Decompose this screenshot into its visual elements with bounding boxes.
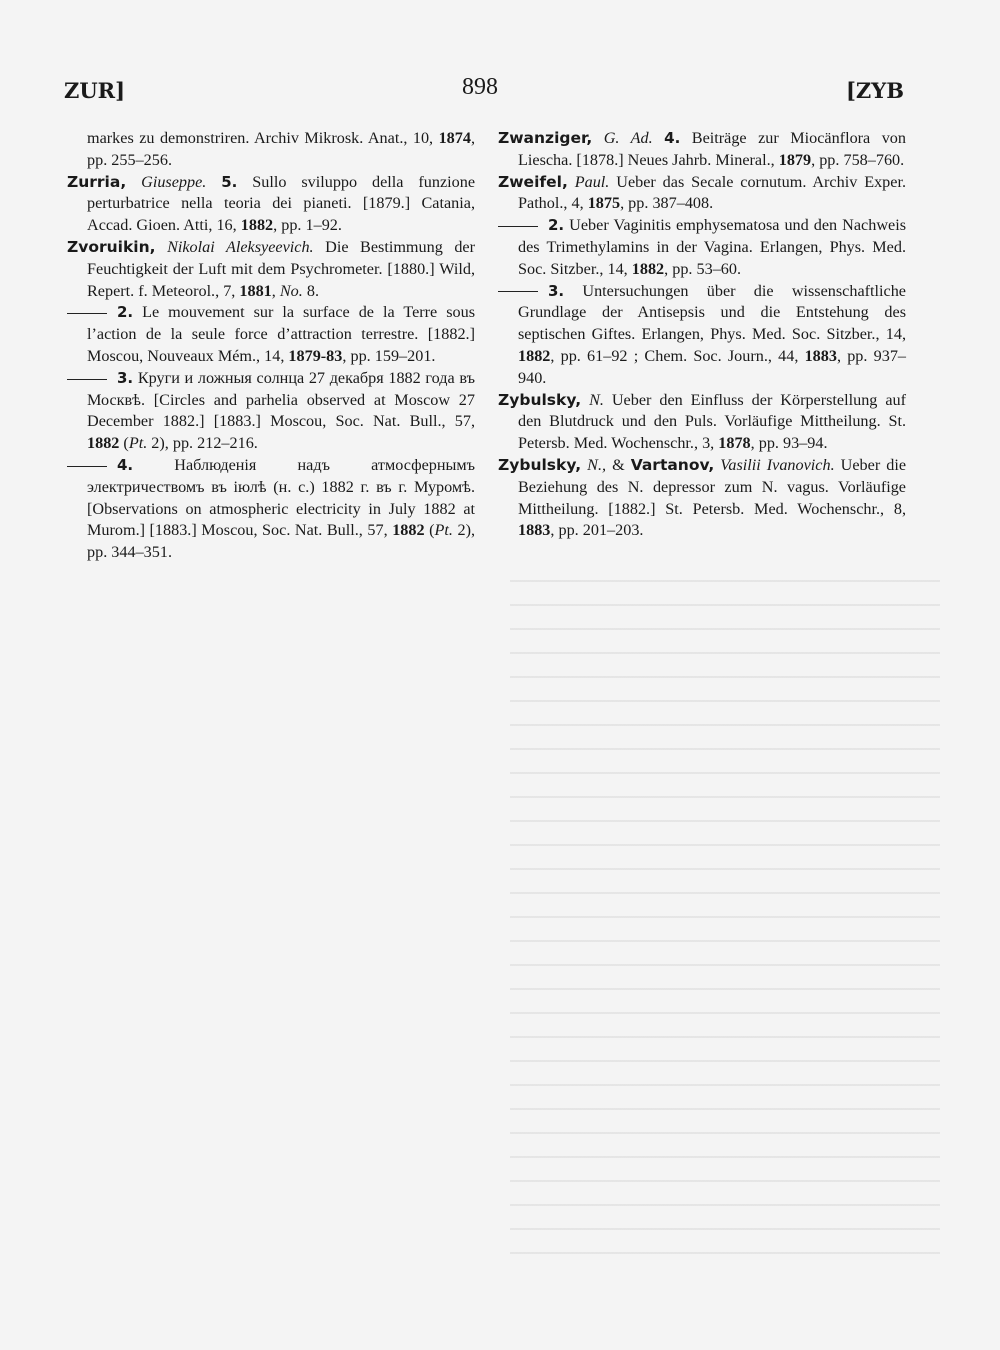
bibliography-entry: [498, 215, 906, 280]
entry-text: Die Bestimmung der Feuchtigkeit der Luft mit dem Psychrometer. [1880.] Wild, Repert. f. Meteorol., 7,: [87, 237, 476, 300]
entry-text: Ueber das Secale cornutum. Archiv Exper. Pathol., 4,: [518, 172, 906, 213]
ditto-dash: [67, 466, 107, 467]
entry-year: 1882: [631, 259, 665, 278]
author-given-name: Nikolai Aleksyeevich.: [167, 237, 314, 256]
entry-part-label: Pt.: [434, 521, 453, 540]
entry-text: Untersuchungen über die wissenschaftliche Grundlage der Antisepsis und die Entstehung des septischen Giftes. Erlangen, Phys. Med. Soc. Sitzber., 14,: [518, 281, 906, 344]
entry-part-label: Pt.: [128, 434, 148, 453]
entry-text: Ueber die Beziehung des N. depressor zum N. vagus. Vorläufige Mittheilung. [1882.] St. Petersb. Med. Wochenschr., 8,: [518, 455, 907, 518]
entry-text: Наблюденія надъ атмосфернымъ электричествомъ въ іюлѣ (н. с.) 1882 г. въ г. Муромѣ. [Observations on atmospheric electricity in July 1882 at Murom.] [1883.] Moscou, Soc. Nat. Bull., 57,: [87, 455, 475, 540]
author-surname: Zurria,: [67, 172, 127, 191]
entry-text: , pp. 387–408.: [620, 194, 714, 213]
entry-number: 4.: [664, 129, 681, 147]
entry-text: , pp. 53–60.: [664, 259, 742, 278]
entry-year: 1882: [240, 216, 274, 235]
entry-number: 3.: [548, 281, 565, 300]
entry-year: 1882: [87, 434, 120, 453]
bibliography-entry: [498, 128, 906, 172]
entry-year: 1881: [239, 281, 272, 300]
entry-year: 1878: [718, 434, 751, 453]
bibliography-entry: [67, 302, 475, 367]
entry-text: Le mouvement sur la surface de la Terre sous l’action de la seule force d’attraction terrestre. [1882.] Moscou, Nouveaux Mém., 14,: [87, 303, 475, 365]
header-right-running-head: [ZYB: [845, 78, 904, 103]
entry-number: 5.: [221, 172, 238, 191]
entry-text: 2), pp. 344–351.: [87, 521, 476, 562]
author-surname: Zvoruikin,: [67, 237, 156, 256]
bibliography-entry: [498, 455, 906, 542]
ditto-dash: [67, 313, 107, 314]
entry-text: , pp. 255–256.: [87, 129, 475, 169]
author-surname: Zweifel,: [498, 172, 568, 191]
entry-year: 1874: [438, 129, 471, 147]
entry-text: Beiträge zur Miocänflora von Liescha. [1878.] Neues Jahrb. Mineral.,: [518, 129, 906, 169]
ampersand: &: [606, 455, 631, 474]
coauthor-given-name: Vasilii Ivanovich.: [720, 455, 835, 474]
bibliography-entry: [67, 368, 475, 455]
page-header: [64, 74, 904, 108]
entry-text: , pp. 758–760.: [811, 150, 905, 169]
author-surname: Zybulsky,: [498, 455, 582, 474]
left-column: [67, 128, 475, 564]
header-left-running-head: ZUR]: [64, 78, 126, 103]
entry-text: , pp. 93–94.: [750, 434, 828, 453]
entry-number: 2.: [548, 216, 565, 235]
author-given-name: Giuseppe.: [141, 172, 207, 191]
bibliography-entry: [498, 281, 906, 390]
coauthor-surname: Vartanov,: [630, 455, 715, 474]
entry-text: 8.: [302, 281, 319, 300]
entry-text: ,: [271, 281, 280, 300]
entry-text: (: [424, 521, 435, 540]
author-given-name: G. Ad.: [603, 129, 653, 147]
author-surname: Zybulsky,: [498, 390, 582, 409]
entry-continuation: [87, 128, 475, 172]
entry-year: 1883: [518, 521, 551, 540]
entry-text: Sullo sviluppo della funzione perturbatrice nella teoria dei pianeti. [1879.] Catania, Accad. Gioen. Atti, 16,: [87, 172, 476, 235]
entry-text: markes zu demonstriren. Archiv Mikrosk. Anat., 10,: [87, 129, 439, 147]
bibliography-entry: [498, 172, 906, 216]
entry-text: Круги и ложныя солнца 27 декабря 1882 года въ Москвѣ. [Circles and parhelia observed at Moscow 27 December 1882.] [1883.] Moscou, Soc. Nat. Bull., 57,: [87, 368, 475, 431]
entry-year: 1882: [518, 346, 551, 365]
entry-year: 1875: [587, 194, 621, 213]
entry-number: 4.: [117, 455, 134, 474]
entry-text: , pp. 1–92.: [273, 216, 342, 235]
entry-text: , pp. 61–92 ; Chem. Soc. Journ., 44,: [550, 346, 805, 365]
author-given-name: Paul.: [574, 172, 610, 191]
bibliography-entry: [67, 455, 475, 564]
entry-text: , pp. 159–201.: [342, 346, 436, 365]
entry-number: 2.: [117, 303, 134, 322]
entry-year: 1879-83: [288, 346, 343, 365]
entry-year: 1882: [392, 521, 425, 540]
entry-year: 1883: [804, 346, 837, 365]
entry-year: 1879: [778, 150, 812, 169]
entry-text: , pp. 937–940.: [518, 346, 907, 387]
entry-number: 3.: [117, 368, 134, 387]
bibliography-entry: [498, 390, 906, 455]
author-surname: Zwanziger,: [498, 129, 593, 147]
ditto-dash: [67, 379, 107, 380]
author-given-name: N.: [589, 390, 604, 409]
entry-text: Ueber den Einfluss der Körperstellung auf den Blutdruck und den Puls. Vorläufige Mittheilung. St. Petersb. Med. Wochenschr., 3,: [518, 390, 907, 453]
entry-text: 2), pp. 212–216.: [147, 434, 258, 453]
entry-text: Ueber Vaginitis emphysematosa und den Nachweis des Trimethylamins in der Vagina. Erlangen, Phys. Med. Soc. Sitzber., 14,: [518, 216, 906, 278]
page-number: 898: [462, 74, 498, 100]
author-given-name: N.,: [587, 455, 607, 474]
entry-number-label: No.: [279, 281, 303, 300]
bibliography-entry: [67, 172, 475, 237]
bleed-through-texture: [510, 580, 940, 1270]
entry-text: (: [119, 434, 129, 453]
ditto-dash: [498, 291, 538, 292]
bibliography-entry: [67, 237, 475, 302]
entry-text: , pp. 201–203.: [550, 521, 644, 540]
right-column: [498, 128, 906, 542]
ditto-dash: [498, 226, 538, 227]
